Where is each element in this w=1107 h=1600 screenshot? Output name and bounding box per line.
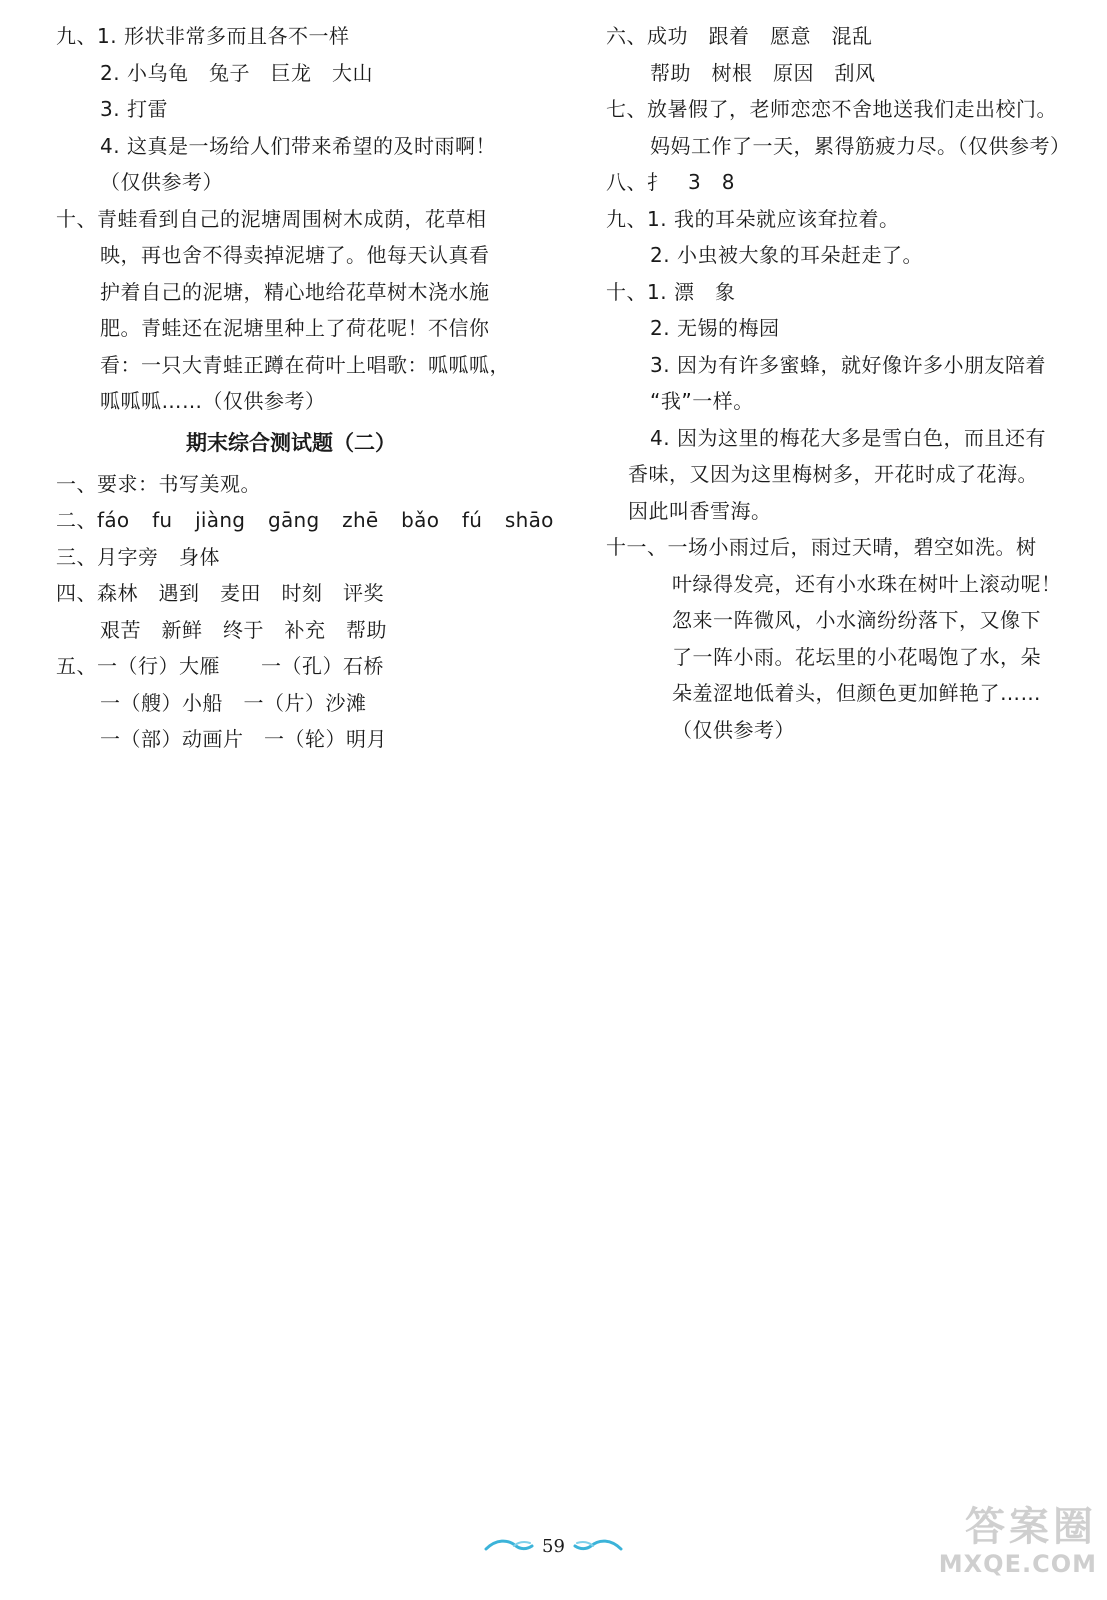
- answer-shi-line-4: 肥。青蛙还在泥塘里种上了荷花呢！不信你: [100, 316, 490, 340]
- answer-jiu-1: 九、1. 形状非常多而且各不一样: [56, 24, 350, 48]
- answer-er-pinyin: fáo fu jiàng gāng zhē bǎo fú shāo: [97, 508, 554, 532]
- answer-shi-line-3: 护着自己的泥塘，精心地给花草树木浇水施: [100, 279, 490, 304]
- answer-er: [56, 502, 554, 539]
- answer-wu-3: 一（部）动画片 一（轮）明月: [100, 727, 387, 751]
- answer-liu-1: 六、成功 跟着 愿意 混乱: [606, 24, 873, 48]
- answer-shiyi-6: （仅供参考）: [672, 717, 795, 742]
- answer-shi-r-2: 2. 无锡的梅园: [650, 316, 780, 340]
- watermark-bottom-text: MXQE.COM: [938, 1550, 1097, 1578]
- answer-shiyi-1: 十一、一场小雨过后，雨过天晴，碧空如洗。树: [606, 535, 1037, 559]
- answer-jiu-r-1: 九、1. 我的耳朵就应该耷拉着。: [606, 206, 900, 231]
- answer-shiyi-2: 叶绿得发亮，还有小水珠在树叶上滚动呢！: [672, 571, 1062, 596]
- answer-shi-r-1: 十、1. 漂 象: [606, 279, 736, 304]
- answer-jiu-r-2: 2. 小虫被大象的耳朵赶走了。: [650, 243, 923, 267]
- answer-si-2: 艰苦 新鲜 终于 补充 帮助: [100, 617, 387, 642]
- answer-jiu-2: 2. 小乌龟 兔子 巨龙 大山: [100, 60, 373, 85]
- answer-qi-2: 妈妈工作了一天，累得筋疲力尽。（仅供参考）: [650, 133, 1071, 158]
- answer-wu-2: 一（艘）小船 一（片）沙滩: [100, 690, 367, 715]
- answer-si-1: 四、森林 遇到 麦田 时刻 评奖: [56, 581, 384, 605]
- answer-wu-1: 五、一（行）大雁 一（孔）石桥: [56, 654, 384, 678]
- answer-er-label: 二、: [56, 508, 97, 532]
- page-number: 59: [542, 1535, 565, 1557]
- answer-jiu-3: 3. 打雷: [100, 97, 168, 121]
- answer-liu-2: 帮助 树根 原因 刮风: [650, 60, 876, 85]
- watermark-logo: [927, 1504, 1097, 1594]
- wave-ornament-left-icon: [484, 1537, 534, 1555]
- answer-san: 三、月字旁 身体: [56, 544, 220, 569]
- answer-shi-r-7: 因此叫香雪海。: [628, 498, 772, 523]
- answer-shi-r-5: 4. 因为这里的梅花大多是雪白色，而且还有: [650, 425, 1046, 450]
- answer-shi-line-2: 映，再也舍不得卖掉泥塘了。他每天认真看: [100, 243, 490, 267]
- answer-ba: 八、扌 3 8: [606, 170, 735, 194]
- answer-shi-line-5: 看：一只大青蛙正蹲在荷叶上唱歌：呱呱呱，: [100, 352, 510, 377]
- answer-shiyi-3: 忽来一阵微风，小水滴纷纷落下，又像下: [672, 608, 1041, 632]
- answer-shi-r-4: “我”一样。: [650, 389, 754, 413]
- answer-jiu-note: （仅供参考）: [100, 170, 223, 194]
- answer-shiyi-4: 了一阵小雨。花坛里的小花喝饱了水，朵: [672, 644, 1041, 669]
- answer-qi-1: 七、放暑假了，老师恋恋不舍地送我们走出校门。: [606, 97, 1057, 121]
- answer-shiyi-5: 朵羞涩地低着头，但颜色更加鲜艳了……: [672, 681, 1041, 705]
- answer-shi-r-3: 3. 因为有许多蜜蜂，就好像许多小朋友陪着: [650, 352, 1046, 377]
- section-title: 期末综合测试题（二）: [186, 430, 396, 455]
- answer-yi: 一、要求：书写美观。: [56, 471, 261, 496]
- answer-shi-line-6: 呱呱呱……（仅供参考）: [100, 389, 326, 413]
- answer-jiu-4: 4. 这真是一场给人们带来希望的及时雨啊！: [100, 133, 496, 158]
- answer-shi-line-1: 十、青蛙看到自己的泥塘周围树木成荫，花草相: [56, 206, 487, 231]
- left-column: [56, 18, 554, 758]
- answer-shi-r-6: 香味，又因为这里梅树多，开花时成了花海。: [628, 462, 1038, 486]
- watermark-top-text: 答案圈: [965, 1504, 1097, 1550]
- right-column: [606, 18, 1076, 748]
- wave-ornament-right-icon: [573, 1537, 623, 1555]
